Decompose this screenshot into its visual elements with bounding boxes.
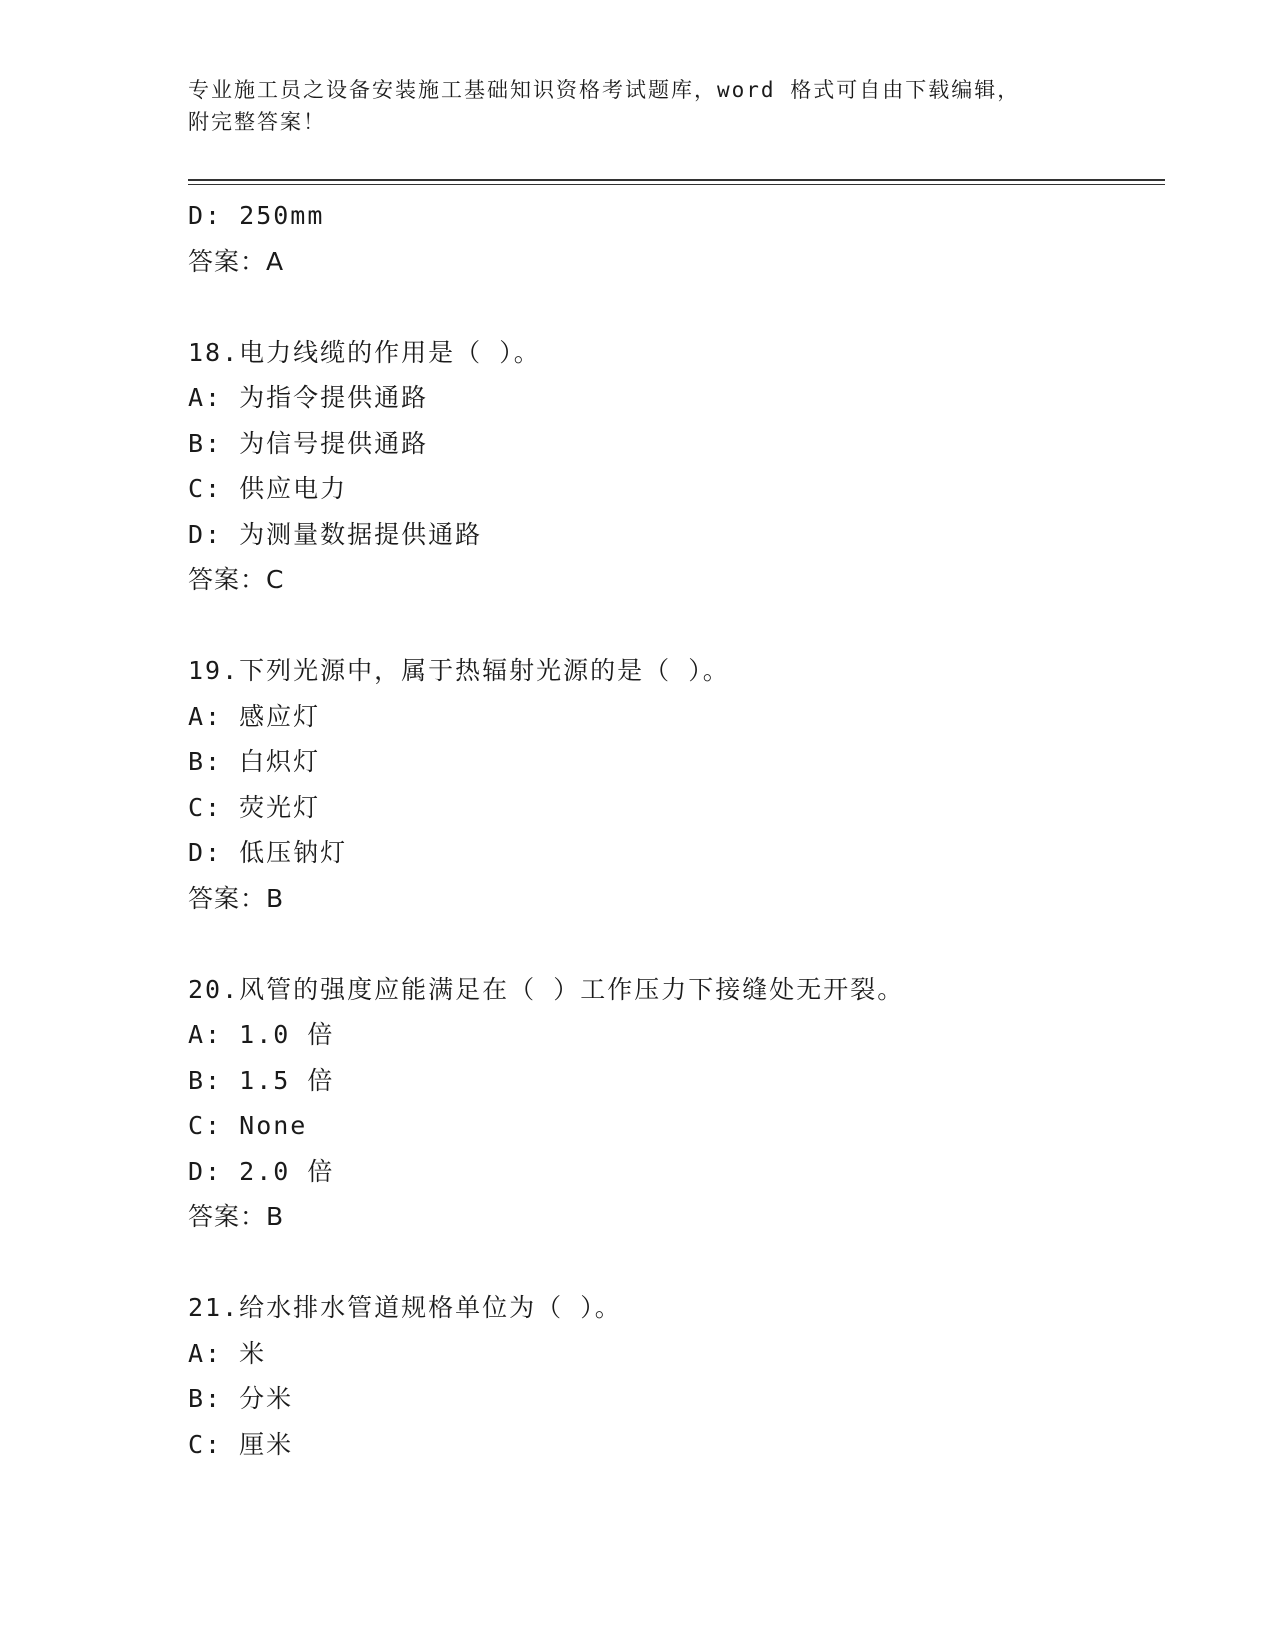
option-c: C: None	[188, 1111, 308, 1140]
option-a: A: 1.0 倍	[188, 1020, 335, 1049]
header-line-1: 专业施工员之设备安装施工基础知识资格考试题库，word 格式可自由下载编辑，	[188, 78, 1021, 102]
question-text: 20.风管的强度应能满足在（ ）工作压力下接缝处无开裂。	[188, 974, 905, 1004]
option-a: A: 为指令提供通路	[188, 383, 429, 412]
option-d: D: 2.0 倍	[188, 1156, 335, 1186]
option-b: B: 1.5 倍	[188, 1065, 335, 1095]
option-b: B: 白炽灯	[188, 747, 321, 776]
answer-line: 答案：B	[188, 1202, 285, 1231]
answer-line: 答案：C	[188, 565, 285, 594]
question-text: 19.下列光源中，属于热辐射光源的是（ ）。	[188, 656, 730, 685]
option-d: D: 低压钠灯	[188, 838, 348, 867]
question-list	[188, 193, 1168, 1467]
document-header	[188, 74, 1088, 138]
option-c: C: 供应电力	[188, 474, 348, 503]
question-block-19	[188, 648, 1168, 921]
spacer	[188, 921, 1168, 967]
spacer	[188, 284, 1168, 330]
header-divider-thick	[188, 179, 1165, 181]
option-b: B: 为信号提供通路	[188, 428, 429, 458]
answer-line: 答案：A	[188, 246, 285, 276]
question-block-prev	[188, 193, 1168, 284]
option-a: A: 米	[188, 1338, 267, 1368]
option-c: C: 厘米	[188, 1429, 294, 1459]
header-line-2: 附完整答案！	[188, 110, 326, 134]
option-d: D: 为测量数据提供通路	[188, 519, 483, 549]
option-d: D: 250mm	[188, 201, 325, 230]
question-text: 18.电力线缆的作用是（ ）。	[188, 337, 541, 367]
option-a: A: 感应灯	[188, 701, 321, 731]
spacer	[188, 603, 1168, 649]
question-text: 21.给水排水管道规格单位为（ ）。	[188, 1293, 622, 1322]
question-block-20	[188, 967, 1168, 1240]
answer-line: 答案：B	[188, 883, 285, 913]
question-block-21	[188, 1285, 1168, 1467]
option-c: C: 荧光灯	[188, 792, 321, 822]
option-b: B: 分米	[188, 1384, 294, 1413]
header-divider-thin	[188, 184, 1165, 185]
spacer	[188, 1240, 1168, 1286]
question-block-18	[188, 330, 1168, 603]
